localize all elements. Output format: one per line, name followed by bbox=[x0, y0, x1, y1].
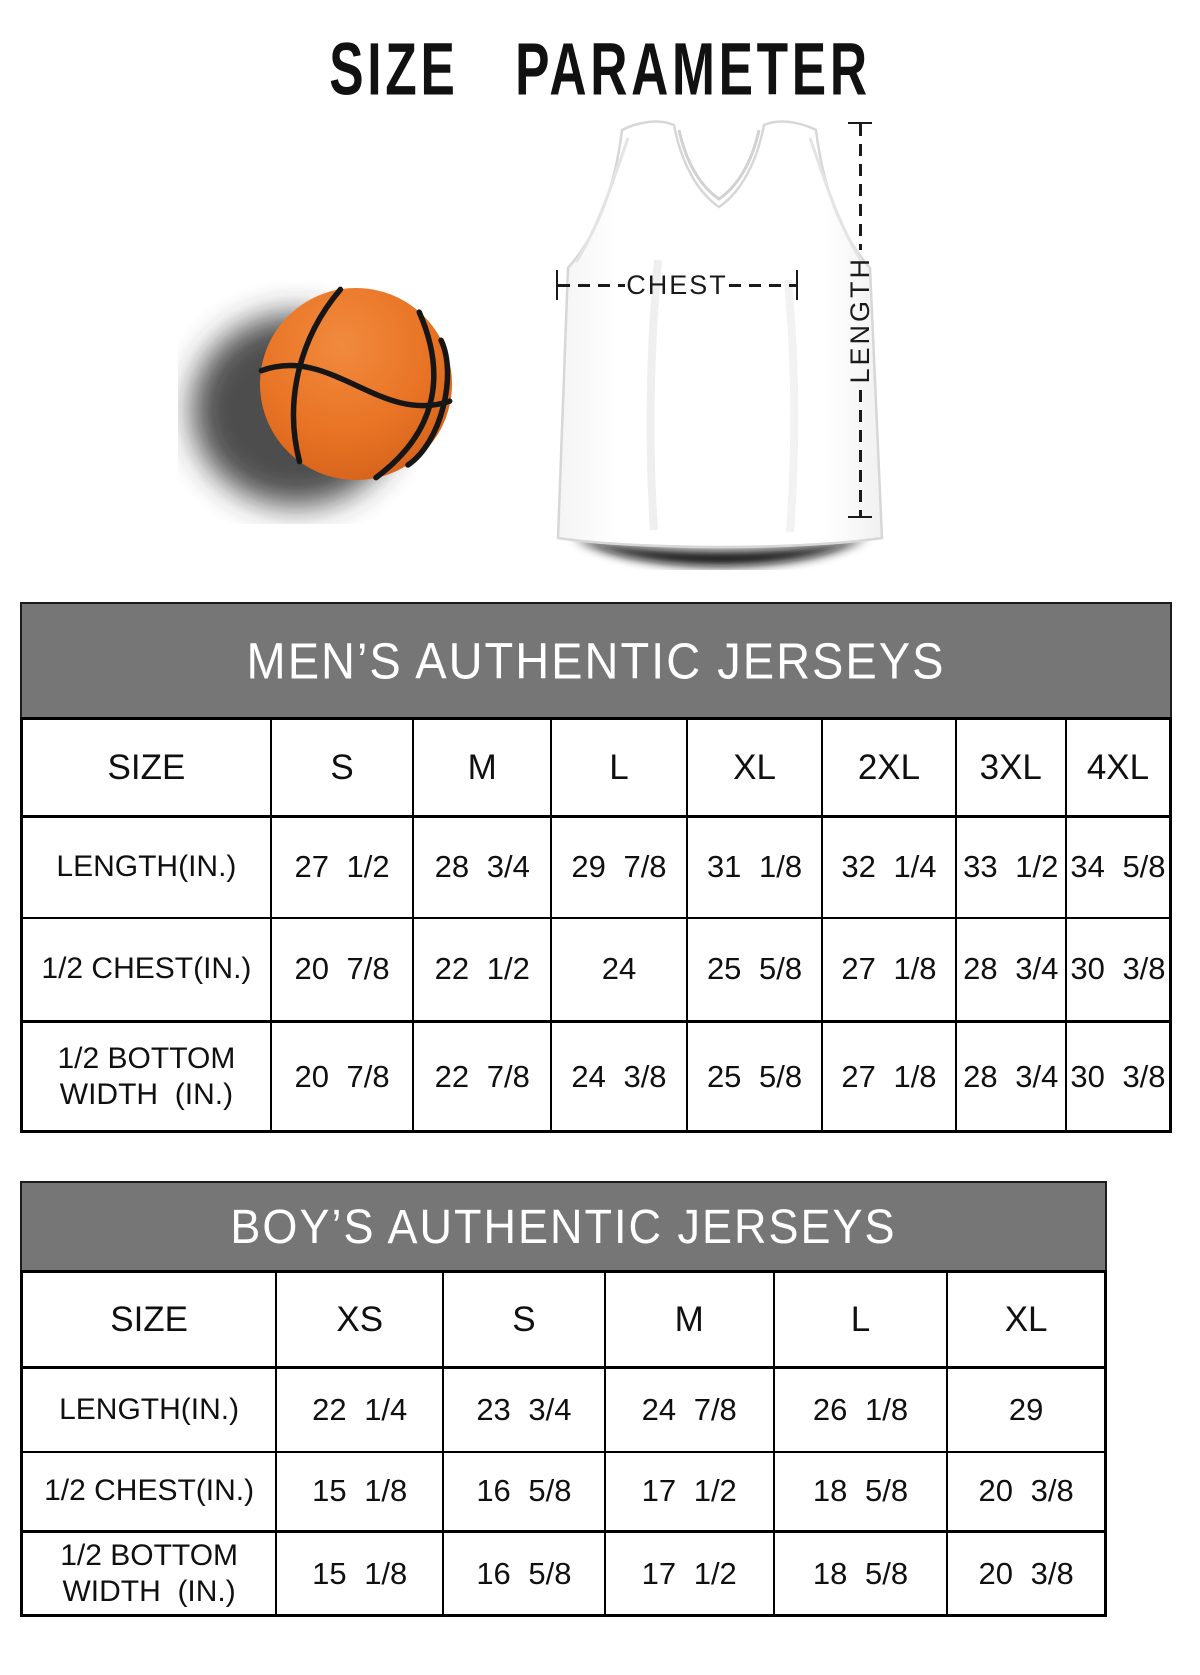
size-value-cell: 16 5/8 bbox=[443, 1452, 605, 1532]
size-value-cell: 28 3/4 bbox=[413, 817, 551, 918]
size-value-cell: 24 7/8 bbox=[605, 1368, 774, 1452]
size-column-header: XS bbox=[276, 1272, 443, 1368]
page-title: SIZE PARAMETER bbox=[329, 27, 871, 111]
size-column-header: S bbox=[443, 1272, 605, 1368]
table-row bbox=[22, 1452, 1106, 1532]
size-value-cell: 30 3/8 bbox=[1066, 1022, 1171, 1132]
dashed-line bbox=[558, 284, 625, 287]
table-row bbox=[22, 1022, 1171, 1132]
size-value-cell: 24 bbox=[551, 918, 687, 1022]
measurement-row-label: 1/2 CHEST(IN.) bbox=[22, 1452, 277, 1532]
size-value-cell: 17 1/2 bbox=[605, 1532, 774, 1616]
size-value-cell: 18 5/8 bbox=[774, 1452, 947, 1532]
size-value-cell: 32 1/4 bbox=[822, 817, 955, 918]
size-column-header: L bbox=[551, 719, 687, 817]
size-value-cell: 33 1/2 bbox=[956, 817, 1066, 918]
size-corner-header: SIZE bbox=[22, 719, 271, 817]
size-column-header: 2XL bbox=[822, 719, 955, 817]
size-value-cell: 20 3/8 bbox=[947, 1452, 1105, 1532]
chest-label: CHEST bbox=[626, 269, 728, 300]
size-value-cell: 30 3/8 bbox=[1066, 918, 1171, 1022]
size-column-header: XL bbox=[947, 1272, 1105, 1368]
table-row bbox=[22, 1368, 1106, 1452]
size-column-header: S bbox=[271, 719, 413, 817]
mens-table-title-band bbox=[20, 602, 1172, 717]
measure-tick-bottom bbox=[848, 516, 872, 518]
size-value-cell: 17 1/2 bbox=[605, 1452, 774, 1532]
boys-size-table bbox=[20, 1270, 1107, 1617]
size-value-cell: 20 3/8 bbox=[947, 1532, 1105, 1616]
boys-table-title-band bbox=[20, 1181, 1107, 1270]
size-column-header: XL bbox=[687, 719, 823, 817]
size-value-cell: 22 1/4 bbox=[276, 1368, 443, 1452]
size-column-header: 4XL bbox=[1066, 719, 1171, 817]
size-value-cell: 24 3/8 bbox=[551, 1022, 687, 1132]
measurement-row-label: LENGTH(IN.) bbox=[22, 1368, 277, 1452]
size-value-cell: 27 1/2 bbox=[271, 817, 413, 918]
jersey-body bbox=[558, 122, 882, 547]
size-value-cell: 28 3/4 bbox=[956, 1022, 1066, 1132]
size-corner-header: SIZE bbox=[22, 1272, 277, 1368]
size-column-header: 3XL bbox=[956, 719, 1066, 817]
table-row bbox=[22, 918, 1171, 1022]
measurement-row-label: LENGTH(IN.) bbox=[22, 817, 271, 918]
size-value-cell: 20 7/8 bbox=[271, 1022, 413, 1132]
size-value-cell: 27 1/8 bbox=[822, 918, 955, 1022]
boys-table-title: BOY’S AUTHENTIC JERSEYS bbox=[230, 1198, 897, 1254]
size-value-cell: 16 5/8 bbox=[443, 1532, 605, 1616]
size-value-cell: 29 7/8 bbox=[551, 817, 687, 918]
mens-table-title: MEN’S AUTHENTIC JERSEYS bbox=[246, 631, 946, 690]
size-value-cell: 28 3/4 bbox=[956, 918, 1066, 1022]
size-column-header: L bbox=[774, 1272, 947, 1368]
size-value-cell: 15 1/8 bbox=[276, 1532, 443, 1616]
table-row bbox=[22, 1532, 1106, 1616]
size-column-header: M bbox=[605, 1272, 774, 1368]
measurement-row-label: 1/2 BOTTOM WIDTH (IN.) bbox=[22, 1022, 271, 1132]
measurement-figure bbox=[0, 0, 1200, 600]
size-value-cell: 20 7/8 bbox=[271, 918, 413, 1022]
mens-size-table bbox=[20, 717, 1172, 1133]
size-value-cell: 25 5/8 bbox=[687, 918, 823, 1022]
size-value-cell: 27 1/8 bbox=[822, 1022, 955, 1132]
measure-tick-right bbox=[796, 270, 798, 300]
measurement-row-label: 1/2 CHEST(IN.) bbox=[22, 918, 271, 1022]
length-label: LENGTH bbox=[844, 256, 875, 384]
size-value-cell: 18 5/8 bbox=[774, 1532, 947, 1616]
chest-measure-line bbox=[556, 268, 798, 302]
basketball-image bbox=[178, 252, 478, 524]
dashed-line bbox=[859, 390, 862, 516]
length-measure-line bbox=[836, 122, 884, 518]
size-value-cell: 31 1/8 bbox=[687, 817, 823, 918]
size-value-cell: 25 5/8 bbox=[687, 1022, 823, 1132]
size-value-cell: 29 bbox=[947, 1368, 1105, 1452]
measurement-row-label: 1/2 BOTTOM WIDTH (IN.) bbox=[22, 1532, 277, 1616]
size-value-cell: 34 5/8 bbox=[1066, 817, 1171, 918]
dashed-line bbox=[729, 284, 796, 287]
size-value-cell: 15 1/8 bbox=[276, 1452, 443, 1532]
size-value-cell: 26 1/8 bbox=[774, 1368, 947, 1452]
size-value-cell: 22 1/2 bbox=[413, 918, 551, 1022]
size-value-cell: 22 7/8 bbox=[413, 1022, 551, 1132]
table-row bbox=[22, 817, 1171, 918]
size-value-cell: 23 3/4 bbox=[443, 1368, 605, 1452]
dashed-line bbox=[859, 124, 862, 250]
size-column-header: M bbox=[413, 719, 551, 817]
